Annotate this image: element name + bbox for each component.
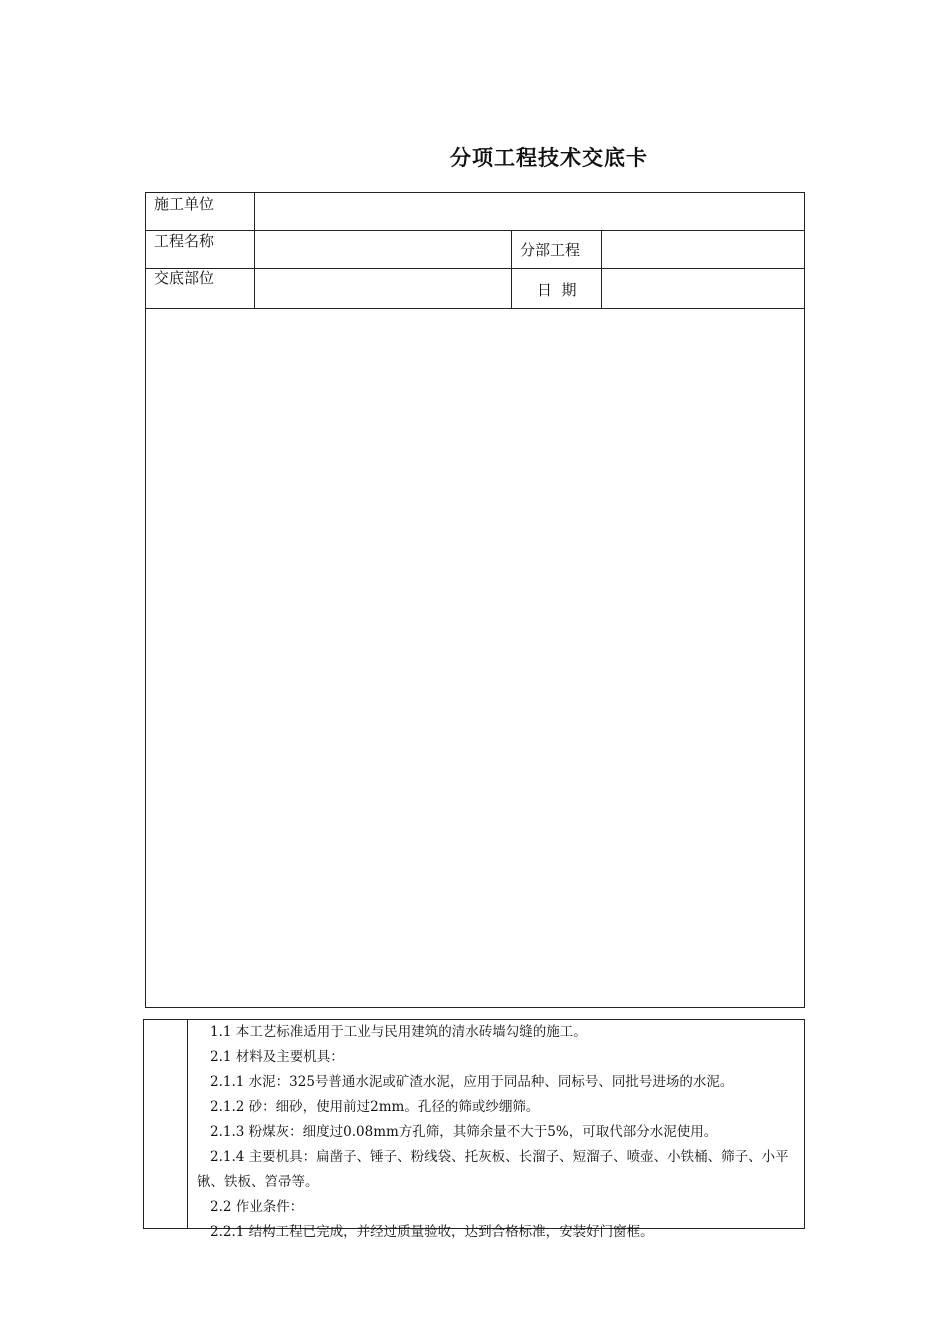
date-label: 日 期 xyxy=(537,281,577,299)
text-line: 2.2 作业条件： xyxy=(210,1199,304,1215)
location-field[interactable] xyxy=(255,269,510,307)
page-title: 分项工程技术交底卡 xyxy=(450,146,648,170)
text-line: 1.1 本工艺标准适用于工业与民用建筑的清水砖墙勾缝的施工。 xyxy=(210,1024,587,1040)
construction-unit-label: 施工单位 xyxy=(154,195,215,213)
content-area[interactable] xyxy=(147,310,804,1006)
row-divider xyxy=(146,308,804,309)
project-name-label: 工程名称 xyxy=(154,232,215,250)
project-name-field[interactable] xyxy=(255,231,510,267)
detail-text xyxy=(197,1020,801,1245)
column-divider xyxy=(187,1020,188,1228)
text-line: 2.1.1 水泥：325号普通水泥或矿渣水泥，应用于同品种、同标号、同批号进场的水泥。 xyxy=(210,1074,734,1090)
text-line: 2.1 材料及主要机具： xyxy=(210,1049,344,1065)
construction-unit-field[interactable] xyxy=(255,194,804,229)
sub-project-field[interactable] xyxy=(602,231,804,267)
text-line: 2.2.1 结构工程已完成，并经过质量验收，达到合格标准，安装好门窗框。 xyxy=(210,1224,654,1240)
column-divider xyxy=(511,230,512,308)
text-line: 2.1.3 粉煤灰：细度过0.08mm方孔筛，其筛余量不大于5%，可取代部分水泥使用。 xyxy=(210,1124,718,1140)
text-line: 2.1.2 砂：细砂，使用前过2mm。孔径的筛或纱绷筛。 xyxy=(210,1099,540,1115)
location-label: 交底部位 xyxy=(154,269,215,287)
text-line: 2.1.4 主要机具：扁凿子、锤子、粉线袋、托灰板、长溜子、短溜子、喷壶、小铁桶、筛子、小平锹、铁板、笤帚等。 xyxy=(197,1149,789,1190)
sub-project-label: 分部工程 xyxy=(520,241,581,259)
date-field[interactable] xyxy=(602,269,804,307)
handover-form xyxy=(145,192,805,1008)
